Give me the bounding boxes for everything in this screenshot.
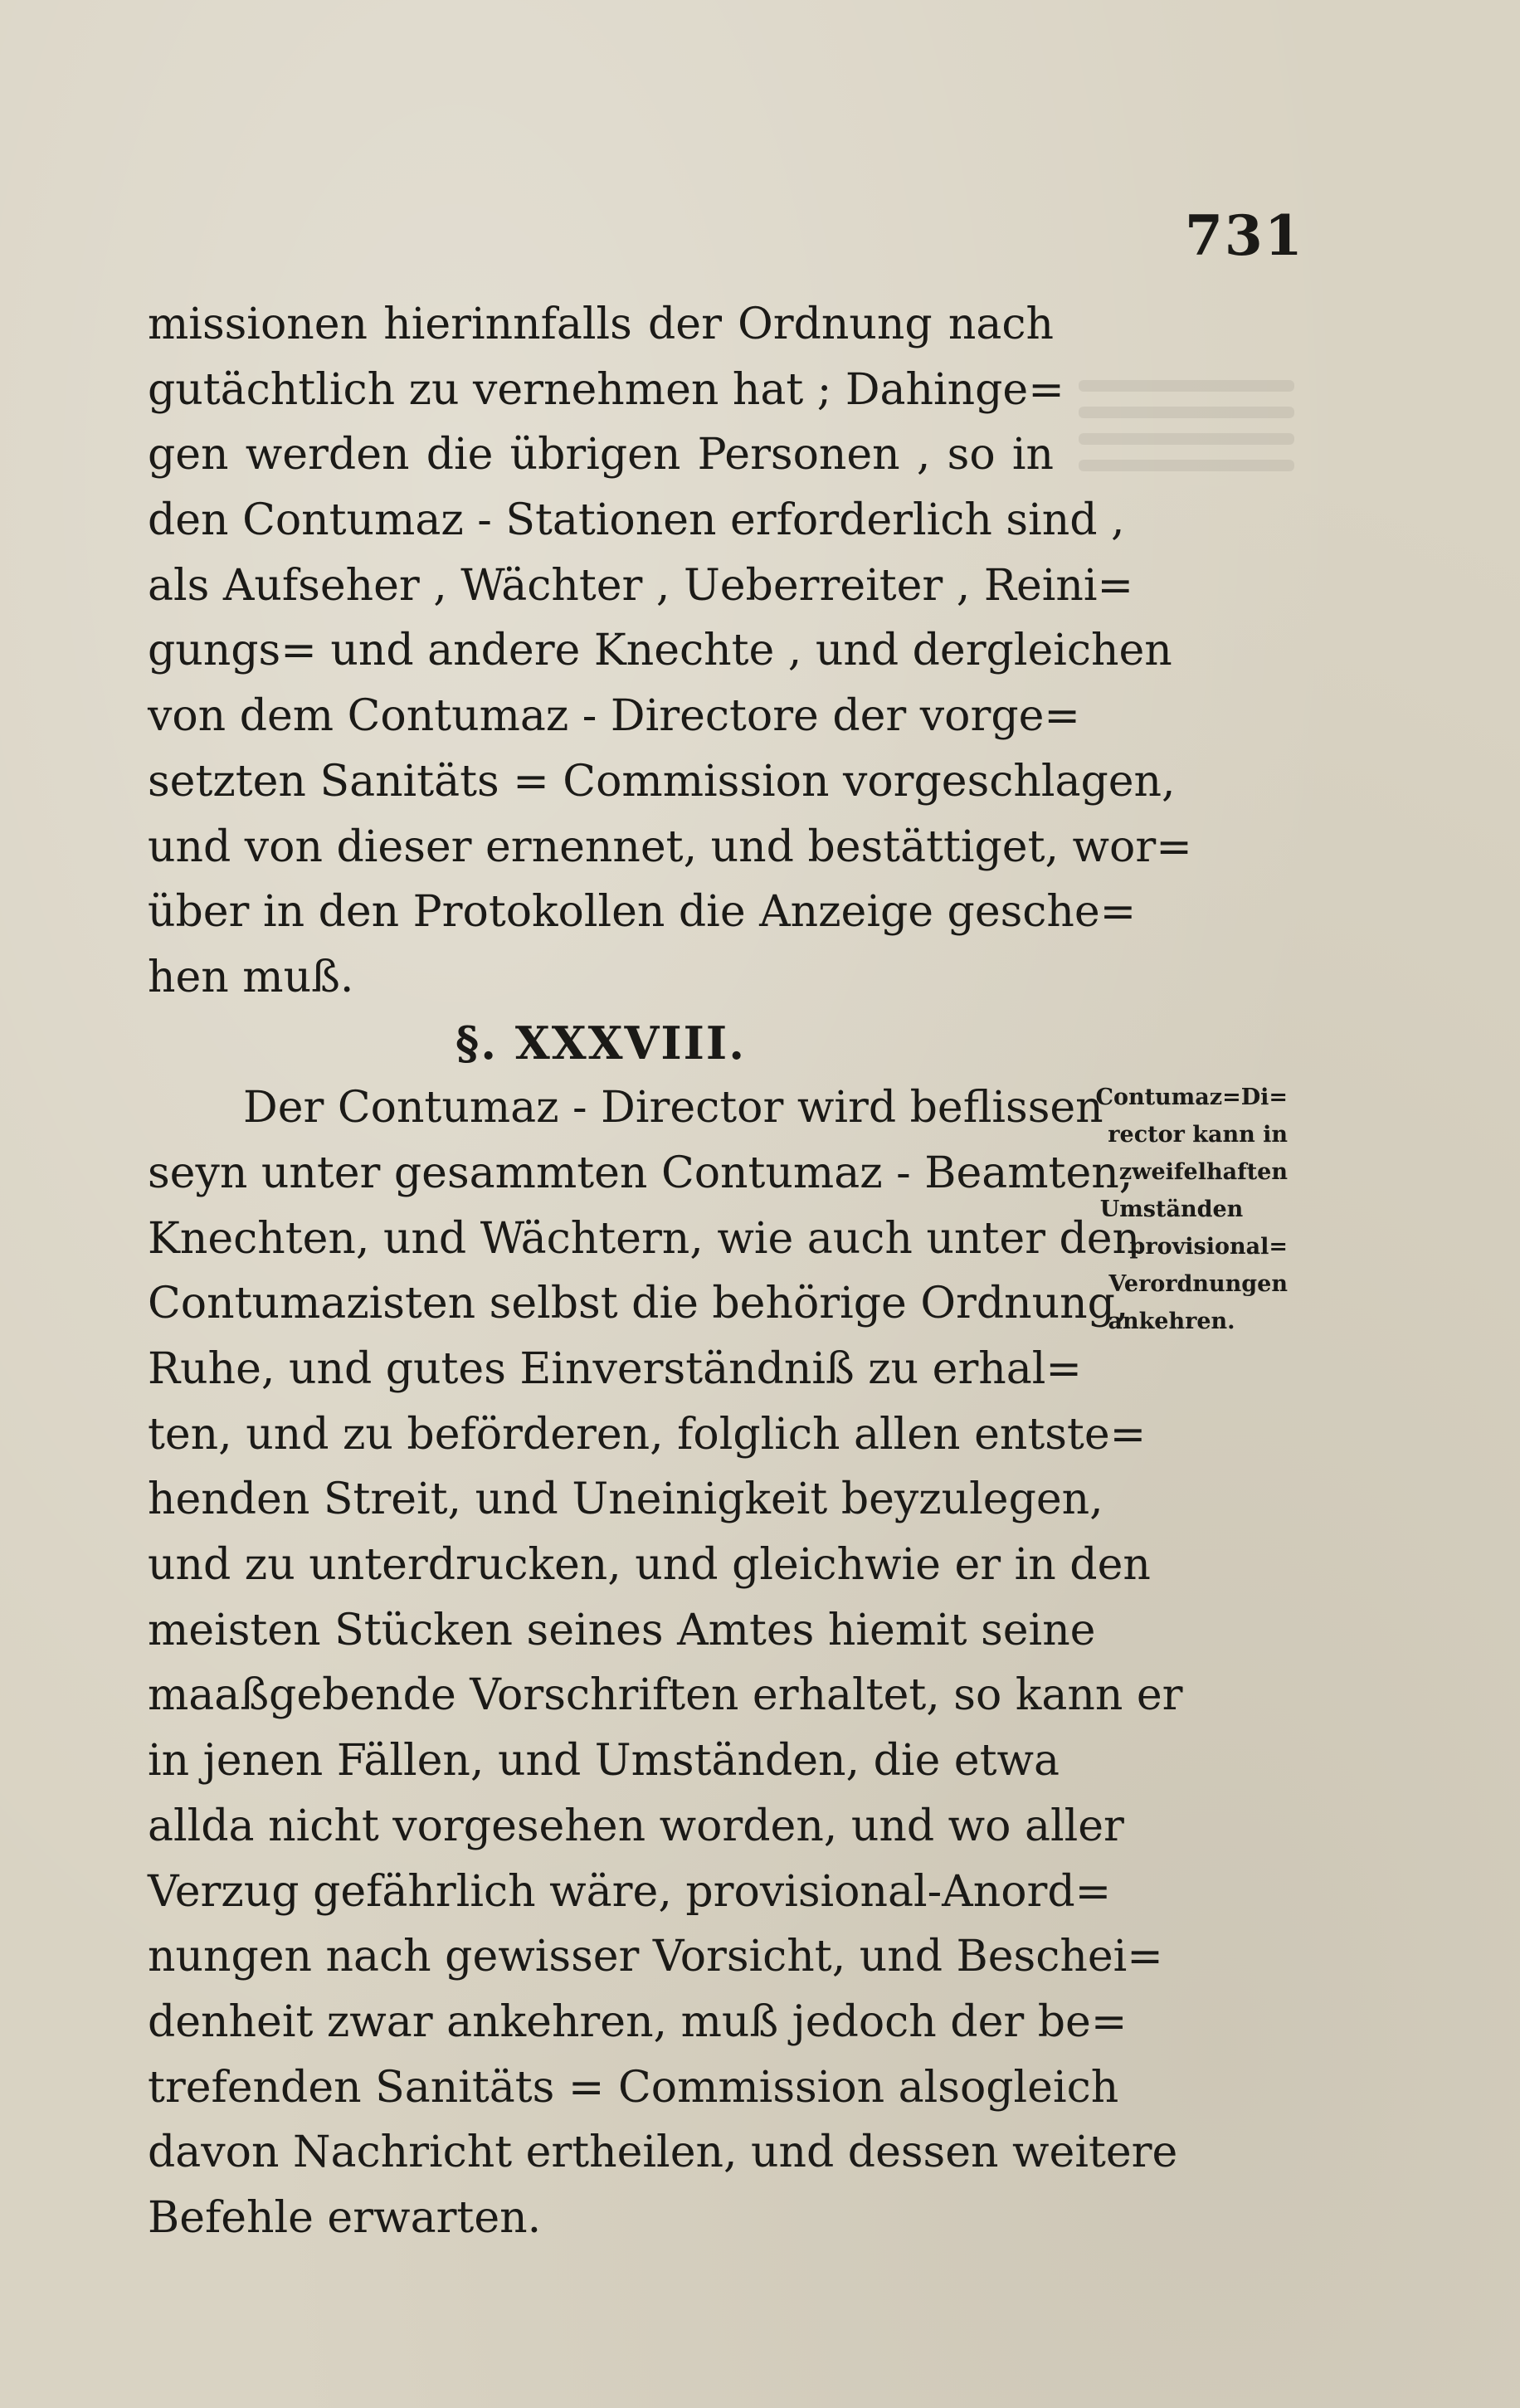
text-line: gen werden die übrigen Personen , so in bbox=[148, 430, 1054, 480]
text-line: Contumazisten selbst die behörige Ordnung, bbox=[148, 1279, 1129, 1329]
marginal-note-line: Verordnungen bbox=[1108, 1271, 1288, 1297]
marginal-note-line: rector kann in bbox=[1108, 1122, 1288, 1148]
text-line: denheit zwar ankehren, muß jedoch der be= bbox=[148, 1996, 1128, 2047]
text-line: henden Streit, und Uneinigkeit beyzulegen, bbox=[148, 1475, 1103, 1525]
text-line: Ruhe, und gutes Einverständniß zu erhal= bbox=[148, 1344, 1082, 1394]
text-line: davon Nachricht ertheilen, und dessen weitere bbox=[148, 2128, 1178, 2178]
text-line: Der Contumaz - Director wird beflissen bbox=[243, 1083, 1103, 1133]
marginal-note-line: ankehren. bbox=[1108, 1309, 1235, 1334]
text-line: gutächtlich zu vernehmen hat ; Dahinge= bbox=[148, 364, 1064, 415]
marginal-note-line: Contumaz=Di= bbox=[1095, 1085, 1288, 1110]
text-line: meisten Stücken seines Amtes hiemit seine bbox=[148, 1605, 1096, 1655]
section-heading: §. XXXVIII. bbox=[455, 1016, 746, 1070]
marginal-note bbox=[1055, 1079, 1288, 1340]
paragraph-2 bbox=[148, 1075, 1183, 2250]
text-line: missionen hierinnfalls der Ordnung nach bbox=[148, 300, 1054, 349]
text-line: den Contumaz - Stationen erforderlich sind , bbox=[148, 495, 1125, 546]
text-line: allda nicht vorgesehen worden, und wo aller bbox=[148, 1801, 1124, 1851]
text-line: von dem Contumaz - Directore der vorge= bbox=[148, 691, 1080, 742]
text-line: und zu unterdrucken, und gleichwie er in den bbox=[148, 1540, 1151, 1591]
page-number: 731 bbox=[1185, 203, 1304, 268]
bleed-through-shadow bbox=[1079, 365, 1294, 514]
text-line: in jenen Fällen, und Umständen, die etwa bbox=[148, 1736, 1060, 1787]
text-line: ten, und zu beförderen, folglich allen entste= bbox=[148, 1409, 1147, 1460]
text-line: und von dieser ernennet, und bestättiget, wor= bbox=[148, 821, 1192, 872]
text-line: gungs= und andere Knechte , und dergleichen bbox=[148, 626, 1172, 676]
marginal-note-line: Umständen bbox=[1099, 1197, 1244, 1222]
marginal-note-line: provisional= bbox=[1129, 1234, 1288, 1260]
marginal-note-line: zweifelhaften bbox=[1118, 1159, 1288, 1185]
text-line: nungen nach gewisser Vorsicht, und Beschei= bbox=[148, 1932, 1163, 1982]
text-line: als Aufseher , Wächter , Ueberreiter , Reini= bbox=[148, 560, 1134, 611]
paragraph-1 bbox=[148, 292, 1192, 1011]
text-line: trefenden Sanitäts = Commission alsogleich bbox=[148, 2062, 1119, 2113]
text-line: über in den Protokollen die Anzeige gesche= bbox=[148, 887, 1137, 938]
text-line: Knechten, und Wächtern, wie auch unter den bbox=[148, 1213, 1141, 1264]
text-line: hen muß. bbox=[148, 952, 354, 1002]
text-line: setzten Sanitäts = Commission vorgeschlagen, bbox=[148, 756, 1176, 807]
text-line: Befehle erwarten. bbox=[148, 2192, 542, 2243]
text-line: seyn unter gesammten Contumaz - Beamten, bbox=[148, 1148, 1133, 1198]
body-text bbox=[148, 292, 1192, 2251]
text-line: maaßgebende Vorschriften erhaltet, so kann er bbox=[148, 1670, 1183, 1721]
text-line: Verzug gefährlich wäre, provisional-Anord= bbox=[148, 1866, 1112, 1917]
